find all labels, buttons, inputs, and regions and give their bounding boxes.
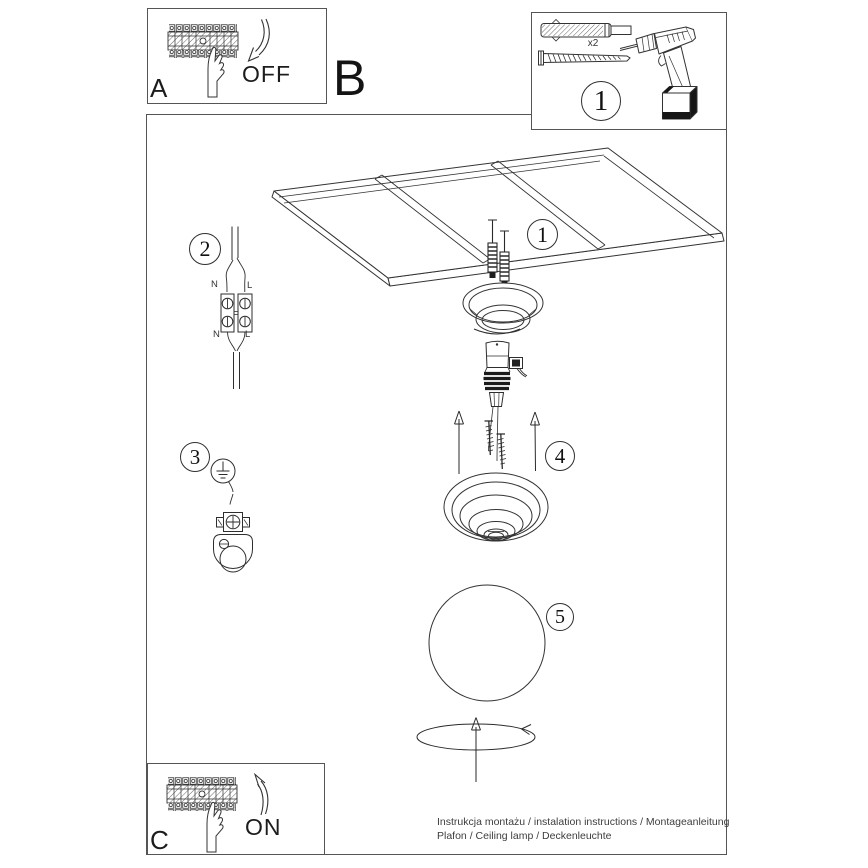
section-b-label: B <box>333 50 367 106</box>
panel-a-action-off: OFF <box>242 61 291 87</box>
fusebox-icon <box>167 777 237 811</box>
panel-c-action-on: ON <box>245 814 282 840</box>
anchor-quantity-label: x2 <box>587 38 599 49</box>
wire-label-n-top: N <box>211 279 218 290</box>
parts-box-number-badge: 1 <box>581 81 621 121</box>
step-2-badge: 2 <box>189 233 221 265</box>
power-on-panel <box>148 764 325 855</box>
parts-box <box>532 13 727 130</box>
fusebox-icon <box>168 24 238 58</box>
panel-c-label: C <box>150 825 169 855</box>
footer-line-2: Plafon / Ceiling lamp / Deckenleuchte <box>437 829 612 842</box>
panel-a-label: A <box>150 73 168 103</box>
wire-label-n-bottom: N <box>213 329 220 340</box>
step-1-badge: 1 <box>527 219 558 250</box>
footer-text <box>437 816 729 843</box>
wire-label-l-top: L <box>247 280 253 291</box>
lamp-base-drawing <box>444 473 548 541</box>
step-4-badge: 4 <box>545 441 575 471</box>
footer-line-1: Instrukcja montażu / instalation instructions / Montageanleitung <box>437 816 730 828</box>
glass-ball-drawing <box>429 585 545 701</box>
power-off-panel <box>148 9 327 104</box>
wire-label-l-bottom: L <box>245 329 251 340</box>
step-3-badge: 3 <box>180 442 210 472</box>
step-5-badge: 5 <box>546 603 574 631</box>
